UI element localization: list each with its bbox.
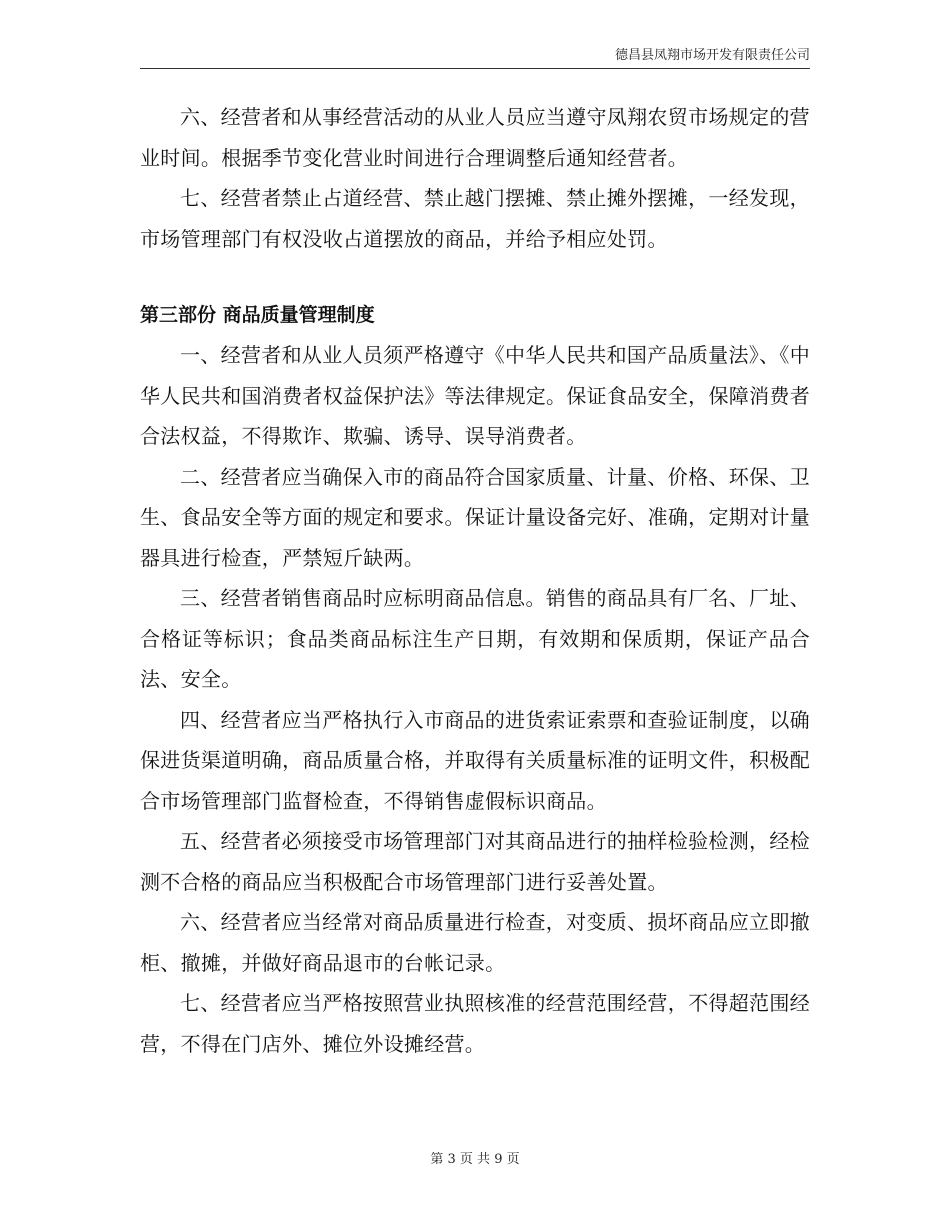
section-paragraph-3: 三、经营者销售商品时应标明商品信息。销售的商品具有厂名、厂址、合格证等标识；食品类商品标注生产日期，有效期和保质期，保证产品合法、安全。 xyxy=(140,586,810,691)
section-paragraph-1: 一、经营者和从业人员须严格遵守《中华人民共和国产品质量法》、《中华人民共和国消费者权益保护法》等法律规定。保证食品安全，保障消费者合法权益，不得欺诈、欺骗、诱导、误导消费者。 xyxy=(140,343,810,448)
section-spacer xyxy=(140,259,810,295)
section-title: 第三部份 商品质量管理制度 xyxy=(140,304,375,326)
document-body xyxy=(140,97,810,1064)
section-paragraph-7: 七、经营者应当严格按照营业执照核准的经营范围经营，不得超范围经营，不得在门店外、摊位外设摊经营。 xyxy=(140,991,810,1056)
section-paragraph-4: 四、经营者应当严格执行入市商品的进货索证索票和查验证制度，以确保进货渠道明确，商品质量合格，并取得有关质量标准的证明文件，积极配合市场管理部门监督检查，不得销售虚假标识商品。 xyxy=(140,707,810,813)
section-paragraph-5: 五、经营者必须接受市场管理部门对其商品进行的抽样检验检测，经检测不合格的商品应当积极配合市场管理部门进行妥善处置。 xyxy=(140,829,810,894)
section-paragraph-6: 六、经营者应当经常对商品质量进行检查，对变质、损坏商品应立即撤柜、撤摊，并做好商品退市的台帐记录。 xyxy=(140,910,810,975)
page-header-company: 德昌县凤翔市场开发有限责任公司 xyxy=(614,48,810,63)
paragraph-item-6: 六、经营者和从事经营活动的从业人员应当遵守凤翔农贸市场规定的营业时间。根据季节变化营业时间进行合理调整后通知经营者。 xyxy=(140,105,810,170)
section-paragraph-2: 二、经营者应当确保入市的商品符合国家质量、计量、价格、环保、卫生、食品安全等方面的规定和要求。保证计量设备完好、准确，定期对计量器具进行检查，严禁短斤缺两。 xyxy=(140,464,810,570)
page-number-footer: 第 3 页 共 9 页 xyxy=(430,1152,520,1167)
header-divider xyxy=(140,68,810,69)
paragraph-item-7: 七、经营者禁止占道经营、禁止越门摆摊、禁止摊外摆摊，一经发现，市场管理部门有权没收占道摆放的商品，并给予相应处罚。 xyxy=(140,186,810,251)
